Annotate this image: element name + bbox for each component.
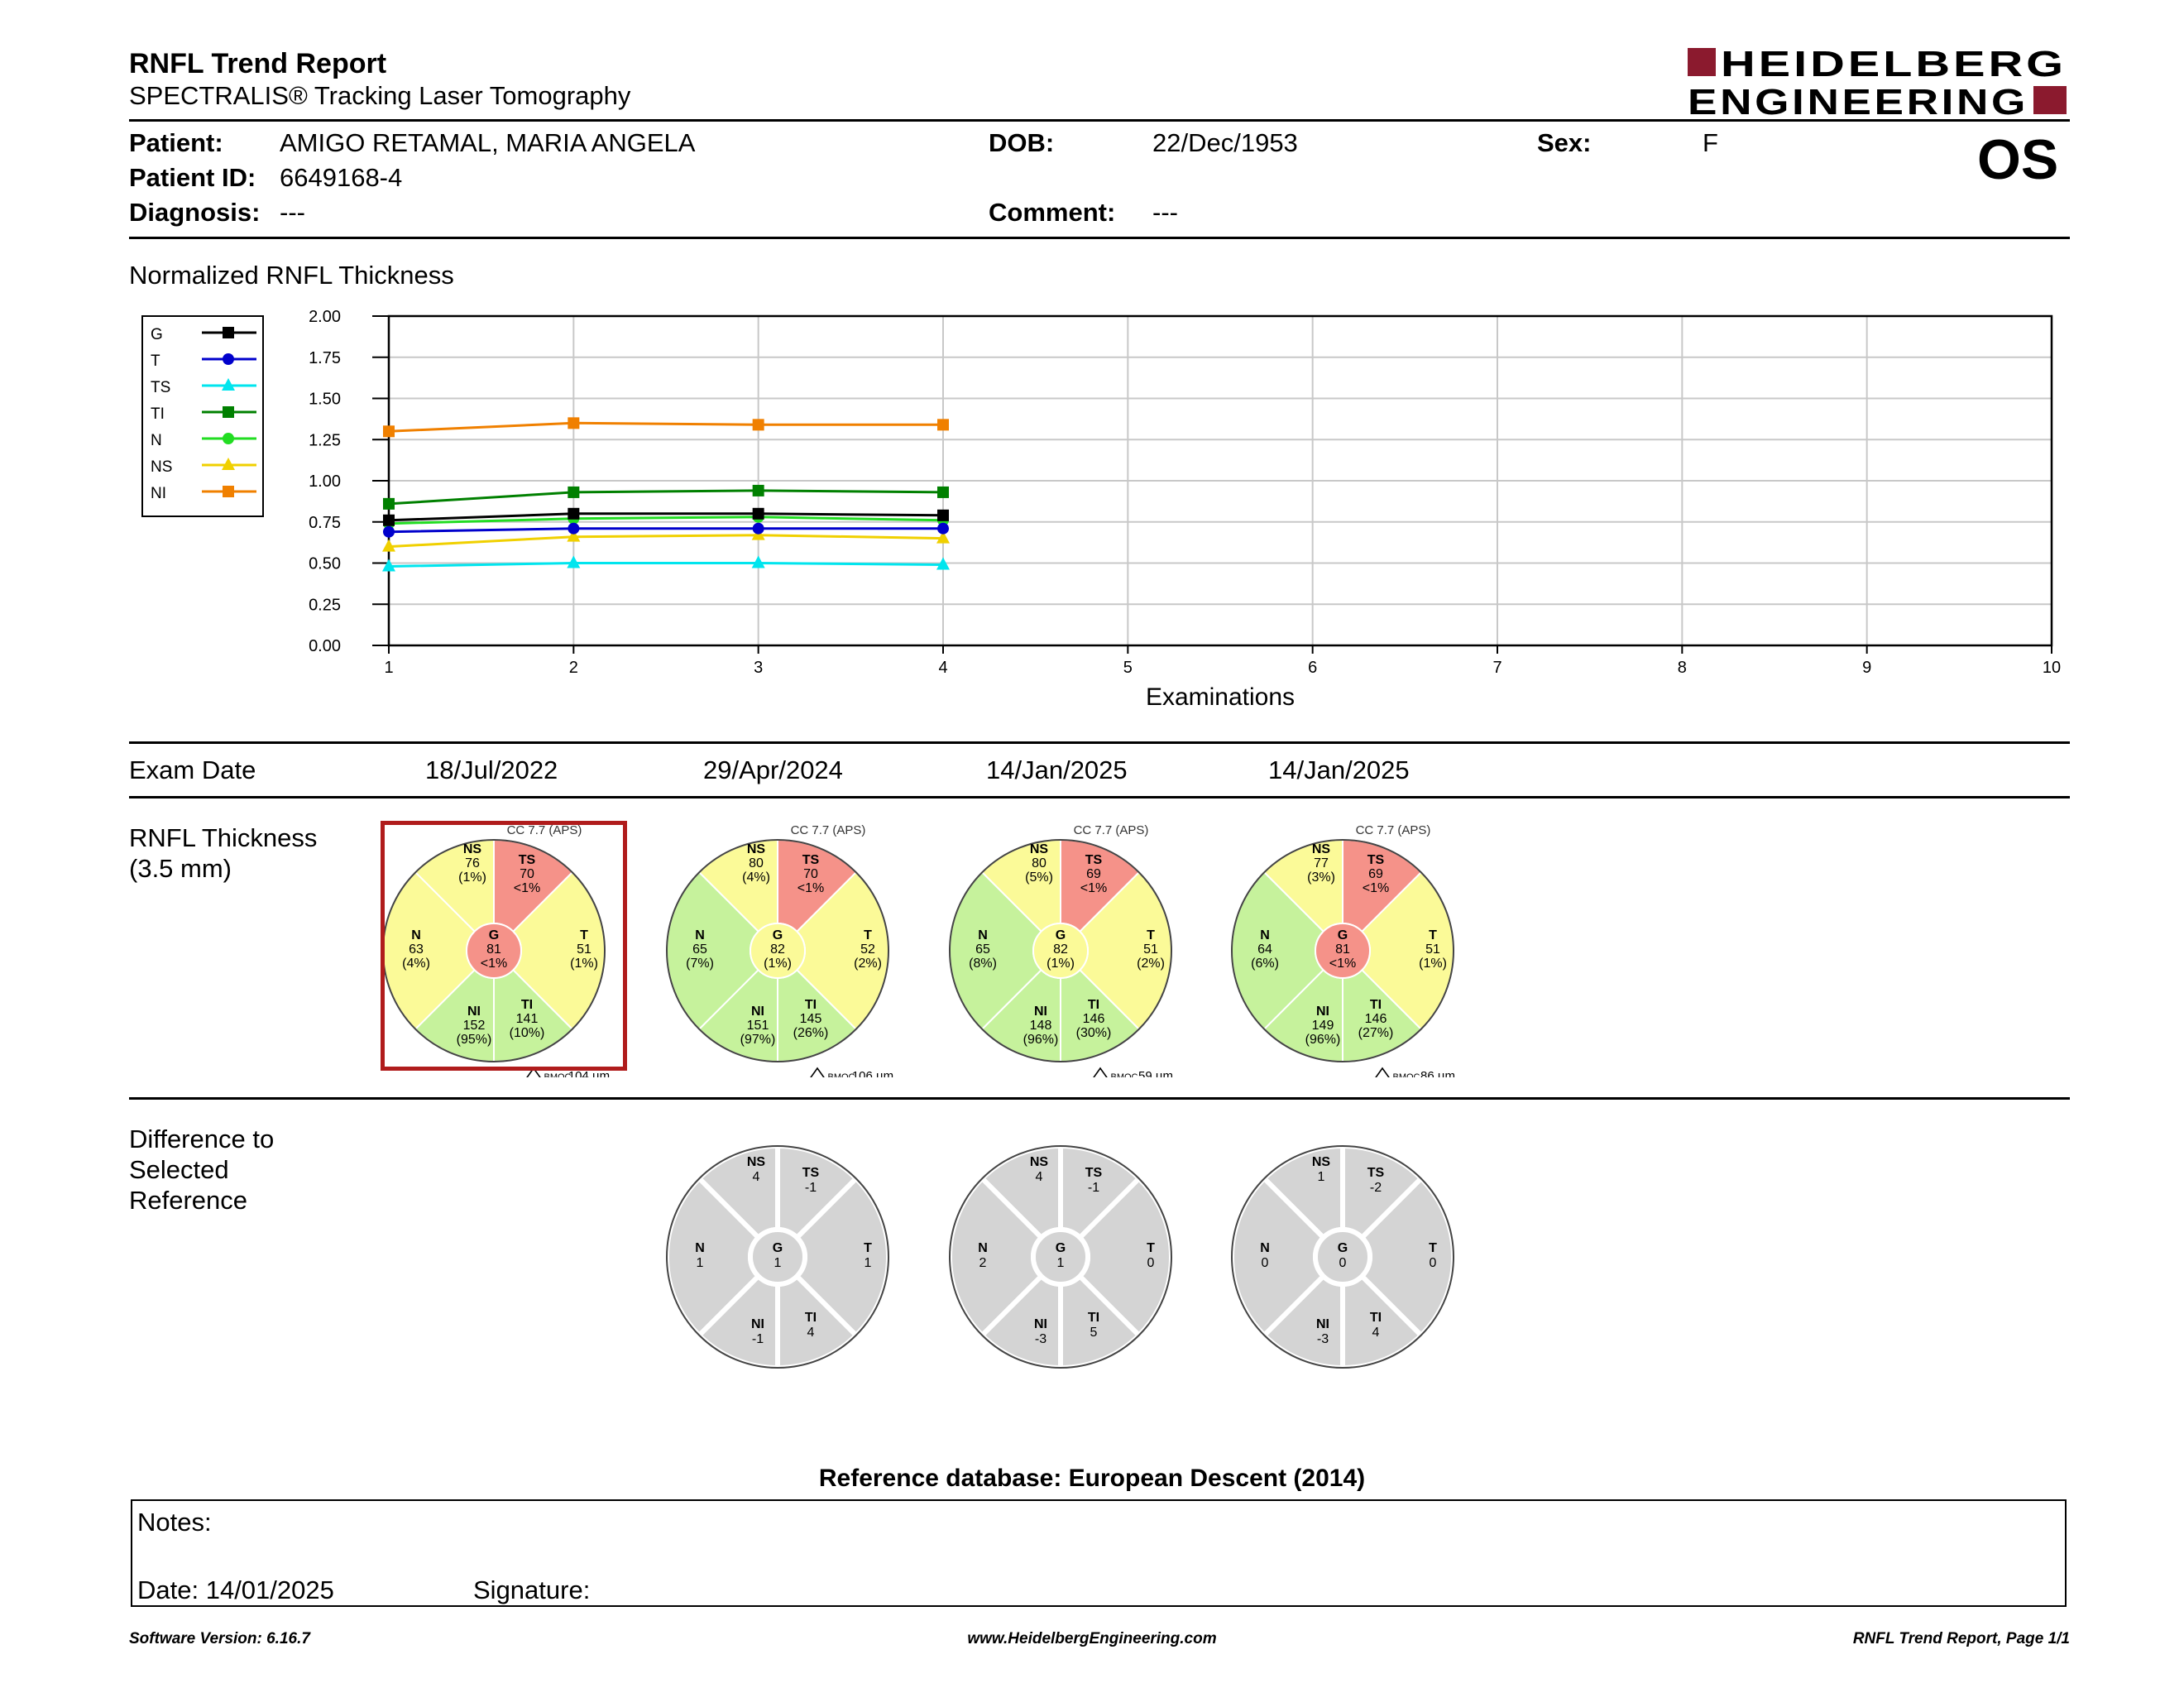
sector-value-ti: 146 [1364, 1012, 1387, 1026]
sector-value-ts: 70 [520, 867, 534, 881]
diff-sector-name-g: G [1055, 1241, 1066, 1255]
chart-divider [129, 741, 2070, 744]
x-tick-label: 7 [1492, 659, 1502, 677]
exam-date-4: 14/Jan/2025 [1268, 755, 1410, 784]
point-ts-2 [567, 556, 580, 568]
sector-value-ns: 77 [1314, 856, 1329, 870]
point-ni-4 [937, 419, 949, 430]
diff-sector-value-ns: 1 [1317, 1170, 1325, 1184]
sector-value-g: 82 [1053, 942, 1068, 957]
sector-value-ns: 76 [465, 856, 480, 870]
legend-marker-n [223, 433, 234, 444]
point-ti-1 [383, 498, 395, 510]
diff-sector-value-ni: -3 [1316, 1332, 1329, 1346]
sector-value-ts: 69 [1368, 867, 1383, 881]
sector-name-g: G [488, 928, 500, 942]
rnfl-circle-exam-2[interactable] [645, 821, 902, 1081]
sector-percentile-ti: (30%) [1075, 1026, 1112, 1040]
sector-name-t: T [864, 928, 872, 942]
sector-name-ni: NI [467, 1005, 481, 1019]
sector-percentile-n: (6%) [1251, 957, 1279, 971]
diff-sector-name-ns: NS [1029, 1155, 1049, 1169]
sector-percentile-ns: (5%) [1025, 870, 1053, 885]
diff-sector-value-ts: -1 [1087, 1181, 1100, 1195]
diff-sector-name-ni: NI [1034, 1317, 1047, 1331]
sector-value-n: 65 [975, 942, 990, 957]
difference-circle-exam-4[interactable] [1210, 1127, 1467, 1388]
diff-sector-value-g: 1 [1056, 1256, 1065, 1270]
chart-title: Normalized RNFL Thickness [129, 261, 454, 290]
rnfl-circle-exam-4[interactable] [1210, 821, 1467, 1081]
diff-sector-name-ts: TS [1085, 1166, 1103, 1180]
sector-percentile-g: <1% [480, 957, 508, 971]
sector-percentile-ni: (96%) [1305, 1033, 1341, 1047]
sector-percentile-ts: <1% [513, 881, 541, 895]
diff-sector-value-n: 1 [696, 1256, 704, 1270]
y-tick-label: 0.50 [309, 554, 341, 573]
software-version: Software Version: 6.16.7 [129, 1630, 310, 1647]
sex-label: Sex: [1537, 128, 1592, 157]
dob-label: DOB: [989, 128, 1055, 157]
sector-value-g: 81 [1335, 942, 1350, 957]
diff-sector-value-ts: -1 [804, 1181, 817, 1195]
point-t-1 [383, 526, 395, 538]
sector-value-g: 82 [770, 942, 785, 957]
cc-label: CC 7.7 (APS) [1073, 823, 1149, 837]
exam-date-2: 29/Apr/2024 [703, 755, 843, 784]
point-ni-3 [753, 419, 764, 430]
sector-percentile-ts: <1% [797, 881, 825, 895]
sector-name-n: N [695, 928, 705, 942]
sector-value-ts: 69 [1086, 867, 1101, 881]
series-line-ns [389, 535, 943, 547]
point-g-2 [568, 508, 579, 520]
y-tick-label: 0.00 [309, 637, 341, 655]
sector-percentile-ts: <1% [1080, 881, 1108, 895]
y-tick-label: 0.75 [309, 513, 341, 532]
legend-label-ns: NS [151, 458, 173, 476]
sector-value-ni: 151 [746, 1019, 769, 1033]
sector-percentile-ts: <1% [1362, 881, 1390, 895]
sector-value-ni: 149 [1311, 1019, 1334, 1033]
x-tick-label: 2 [568, 659, 578, 677]
sector-value-ns: 80 [749, 856, 764, 870]
legend-marker-g [223, 327, 234, 338]
point-ni-2 [568, 417, 579, 429]
logo-line-2: ENGINEERING [1688, 82, 2028, 119]
diff-sector-value-t: 0 [1429, 1256, 1437, 1270]
trend-chart [0, 0, 2184, 728]
diff-sector-value-t: 1 [864, 1256, 872, 1270]
exam-date-1: 18/Jul/2022 [425, 755, 558, 784]
legend-label-n: N [151, 432, 162, 449]
point-g-1 [383, 515, 395, 526]
patient-name: AMIGO RETAMAL, MARIA ANGELA [280, 128, 696, 157]
diff-sector-name-ti: TI [1369, 1311, 1382, 1325]
legend-label-ts: TS [151, 379, 171, 396]
sector-percentile-ti: (10%) [509, 1026, 545, 1040]
sector-name-t: T [1147, 928, 1155, 942]
sector-value-ti: 141 [515, 1012, 539, 1026]
diff-sector-name-t: T [864, 1241, 872, 1255]
page-number: RNFL Trend Report, Page 1/1 [1852, 1630, 2070, 1647]
dates-divider [129, 796, 2070, 798]
sector-value-ti: 146 [1082, 1012, 1105, 1026]
signature-label: Signature: [473, 1575, 591, 1604]
difference-label: Difference to Selected Reference [129, 1125, 275, 1215]
sector-percentile-ns: (4%) [742, 870, 770, 885]
point-ti-3 [753, 485, 764, 496]
report-title: RNFL Trend Report [129, 48, 387, 79]
sector-value-t: 51 [1143, 942, 1158, 957]
diff-sector-name-ns: NS [746, 1155, 766, 1169]
patient-id: 6649168-4 [280, 163, 403, 192]
legend-label-g: G [151, 326, 163, 343]
patient-label: Patient: [129, 128, 223, 157]
sector-percentile-n: (4%) [402, 957, 430, 971]
sector-name-n: N [411, 928, 421, 942]
comment-label: Comment: [989, 198, 1116, 227]
sex-value: F [1703, 128, 1718, 157]
series-ni [383, 417, 949, 437]
x-tick-label: 3 [754, 659, 764, 677]
legend-label-ti: TI [151, 405, 165, 423]
diff-sector-value-n: 2 [979, 1256, 987, 1270]
bmoc-label: BMOC [544, 1072, 572, 1077]
series-line-ni [389, 423, 943, 431]
sector-name-n: N [1260, 928, 1270, 942]
sector-percentile-t: (1%) [570, 957, 598, 971]
diff-sector-name-ti: TI [1087, 1311, 1100, 1325]
sector-name-ns: NS [1029, 842, 1049, 856]
chart-legend [142, 316, 263, 516]
rnfl-circle-exam-1[interactable] [362, 821, 618, 1081]
notes-date: Date: 14/01/2025 [137, 1575, 334, 1604]
sector-value-n: 64 [1257, 942, 1272, 957]
x-tick-label: 9 [1862, 659, 1872, 677]
delta-icon [1092, 1068, 1109, 1077]
diff-sector-value-g: 1 [774, 1256, 782, 1270]
diff-sector-value-ti: 4 [807, 1326, 815, 1340]
diff-sector-name-ni: NI [751, 1317, 764, 1331]
x-axis-label: Examinations [1145, 683, 1296, 711]
difference-circle-exam-2[interactable] [645, 1127, 902, 1388]
y-tick-label: 1.75 [309, 348, 341, 367]
exam-date-3: 14/Jan/2025 [986, 755, 1128, 784]
sector-percentile-t: (2%) [854, 957, 882, 971]
rnfl-divider [129, 1097, 2070, 1100]
sector-value-ti: 145 [799, 1012, 822, 1026]
legend-label-t: T [151, 352, 160, 370]
series-line-ti [389, 491, 943, 504]
y-tick-label: 1.50 [309, 390, 341, 409]
sector-name-t: T [580, 928, 588, 942]
sector-name-g: G [1337, 928, 1348, 942]
delta-icon [809, 1068, 826, 1077]
x-tick-label: 1 [384, 659, 394, 677]
sector-value-n: 65 [692, 942, 707, 957]
report-subtitle: SPECTRALIS® Tracking Laser Tomography [129, 81, 631, 110]
sector-name-t: T [1429, 928, 1437, 942]
sector-name-g: G [1055, 928, 1066, 942]
sector-name-ns: NS [746, 842, 766, 856]
rnfl-circle-exam-3[interactable] [928, 821, 1185, 1081]
sector-value-t: 51 [577, 942, 592, 957]
sector-percentile-ni: (97%) [740, 1033, 776, 1047]
diff-sector-value-ns: 4 [752, 1170, 760, 1184]
sector-value-ni: 148 [1029, 1019, 1052, 1033]
y-tick-label: 0.25 [309, 596, 341, 615]
sector-name-ni: NI [751, 1005, 764, 1019]
legend-marker-t [223, 353, 234, 365]
point-t-2 [568, 523, 579, 535]
diff-sector-value-t: 0 [1147, 1256, 1155, 1270]
point-t-4 [937, 523, 949, 535]
comment-value: --- [1152, 198, 1178, 227]
point-ti-4 [937, 487, 949, 498]
y-tick-label: 1.00 [309, 472, 341, 491]
sector-percentile-g: (1%) [1046, 957, 1075, 971]
point-g-3 [753, 508, 764, 520]
diff-sector-name-ti: TI [804, 1311, 817, 1325]
diff-sector-name-t: T [1147, 1241, 1155, 1255]
sector-percentile-ti: (26%) [793, 1026, 829, 1040]
bmoc-value: 104 µm [568, 1069, 611, 1077]
diff-sector-value-n: 0 [1261, 1256, 1269, 1270]
delta-icon [525, 1068, 542, 1077]
sector-percentile-t: (2%) [1137, 957, 1165, 971]
logo-line-1: HEIDELBERG [1721, 44, 2067, 84]
sector-name-g: G [772, 928, 783, 942]
diff-sector-value-ni: -3 [1034, 1332, 1047, 1346]
sector-name-ti: TI [804, 998, 817, 1012]
diff-sector-name-ns: NS [1311, 1155, 1331, 1169]
bmoc-value: 59 µm [1138, 1069, 1173, 1077]
sector-percentile-ni: (95%) [456, 1033, 492, 1047]
exam-date-label: Exam Date [129, 755, 256, 784]
patient-id-label: Patient ID: [129, 163, 256, 192]
sector-value-ts: 70 [803, 867, 818, 881]
rnfl-thickness-label: RNFL Thickness (3.5 mm) [129, 823, 318, 883]
diff-sector-value-ns: 4 [1035, 1170, 1043, 1184]
legend-marker-ni [223, 486, 234, 497]
sector-name-ts: TS [1367, 853, 1385, 867]
diff-sector-value-ti: 4 [1372, 1326, 1380, 1340]
sector-value-t: 52 [860, 942, 875, 957]
notes-box [131, 1499, 2067, 1607]
diff-sector-name-ts: TS [802, 1166, 820, 1180]
sector-name-ti: TI [520, 998, 534, 1012]
sector-name-n: N [978, 928, 988, 942]
x-tick-label: 4 [938, 659, 948, 677]
series-line-t [389, 529, 943, 532]
y-tick-label: 2.00 [309, 308, 341, 326]
diff-sector-name-g: G [772, 1241, 783, 1255]
diff-sector-name-n: N [1260, 1241, 1270, 1255]
diff-sector-name-ts: TS [1367, 1166, 1385, 1180]
legend-marker-ti [223, 406, 234, 418]
diagnosis-value: --- [280, 198, 305, 227]
sector-value-ni: 152 [462, 1019, 486, 1033]
bmoc-value: 106 µm [851, 1069, 894, 1077]
sector-value-ns: 80 [1032, 856, 1046, 870]
point-t-3 [753, 523, 764, 535]
dob-value: 22/Dec/1953 [1152, 128, 1298, 157]
sector-percentile-n: (8%) [969, 957, 997, 971]
bmoc-value: 86 µm [1420, 1069, 1455, 1077]
diff-sector-name-n: N [978, 1241, 988, 1255]
sector-value-g: 81 [486, 942, 501, 957]
diff-sector-value-ts: -2 [1369, 1181, 1382, 1195]
sector-value-n: 63 [409, 942, 424, 957]
sector-value-t: 51 [1425, 942, 1440, 957]
sector-percentile-g: <1% [1329, 957, 1357, 971]
sector-name-ts: TS [802, 853, 820, 867]
series-ti [383, 485, 949, 510]
notes-label: Notes: [137, 1508, 212, 1537]
bmoc-label: BMOC [1110, 1072, 1138, 1077]
diff-sector-name-t: T [1429, 1241, 1437, 1255]
diff-sector-name-g: G [1337, 1241, 1348, 1255]
diff-sector-name-ni: NI [1316, 1317, 1329, 1331]
sector-name-ti: TI [1369, 998, 1382, 1012]
website-link[interactable]: www.HeidelbergEngineering.com [967, 1630, 1217, 1647]
cc-label: CC 7.7 (APS) [506, 823, 582, 837]
sector-name-ni: NI [1034, 1005, 1047, 1019]
cc-label: CC 7.7 (APS) [1355, 823, 1431, 837]
x-tick-label: 8 [1677, 659, 1687, 677]
point-g-4 [937, 510, 949, 521]
eye-indicator: OS [1977, 128, 2059, 191]
diff-sector-value-g: 0 [1339, 1256, 1347, 1270]
sector-percentile-ns: (1%) [458, 870, 486, 885]
cc-label: CC 7.7 (APS) [790, 823, 866, 837]
sector-percentile-ti: (27%) [1358, 1026, 1394, 1040]
sector-name-ns: NS [462, 842, 482, 856]
sector-percentile-t: (1%) [1419, 957, 1447, 971]
sector-percentile-g: (1%) [764, 957, 792, 971]
diff-sector-value-ti: 5 [1090, 1326, 1098, 1340]
diff-sector-value-ni: -1 [751, 1332, 764, 1346]
x-tick-label: 6 [1308, 659, 1318, 677]
diagnosis-label: Diagnosis: [129, 198, 261, 227]
difference-circle-exam-3[interactable] [928, 1127, 1185, 1388]
legend-label-ni: NI [151, 485, 166, 502]
x-tick-label: 5 [1123, 659, 1133, 677]
y-tick-label: 1.25 [309, 431, 341, 450]
sector-name-ts: TS [518, 853, 536, 867]
bmoc-label: BMOC [1392, 1072, 1420, 1077]
sector-percentile-n: (7%) [686, 957, 714, 971]
sector-percentile-ns: (3%) [1307, 870, 1335, 885]
sector-name-ns: NS [1311, 842, 1331, 856]
sector-percentile-ni: (96%) [1023, 1033, 1059, 1047]
diff-sector-name-n: N [695, 1241, 705, 1255]
bmoc-label: BMOC [827, 1072, 855, 1077]
point-ti-2 [568, 487, 579, 498]
delta-icon [1374, 1068, 1391, 1077]
point-ts-3 [752, 556, 765, 568]
sector-name-ts: TS [1085, 853, 1103, 867]
reference-database: Reference database: European Descent (2014) [818, 1465, 1366, 1492]
sector-name-ni: NI [1316, 1005, 1329, 1019]
x-tick-label: 10 [2042, 659, 2062, 677]
sector-name-ti: TI [1087, 998, 1100, 1012]
point-ni-1 [383, 425, 395, 437]
